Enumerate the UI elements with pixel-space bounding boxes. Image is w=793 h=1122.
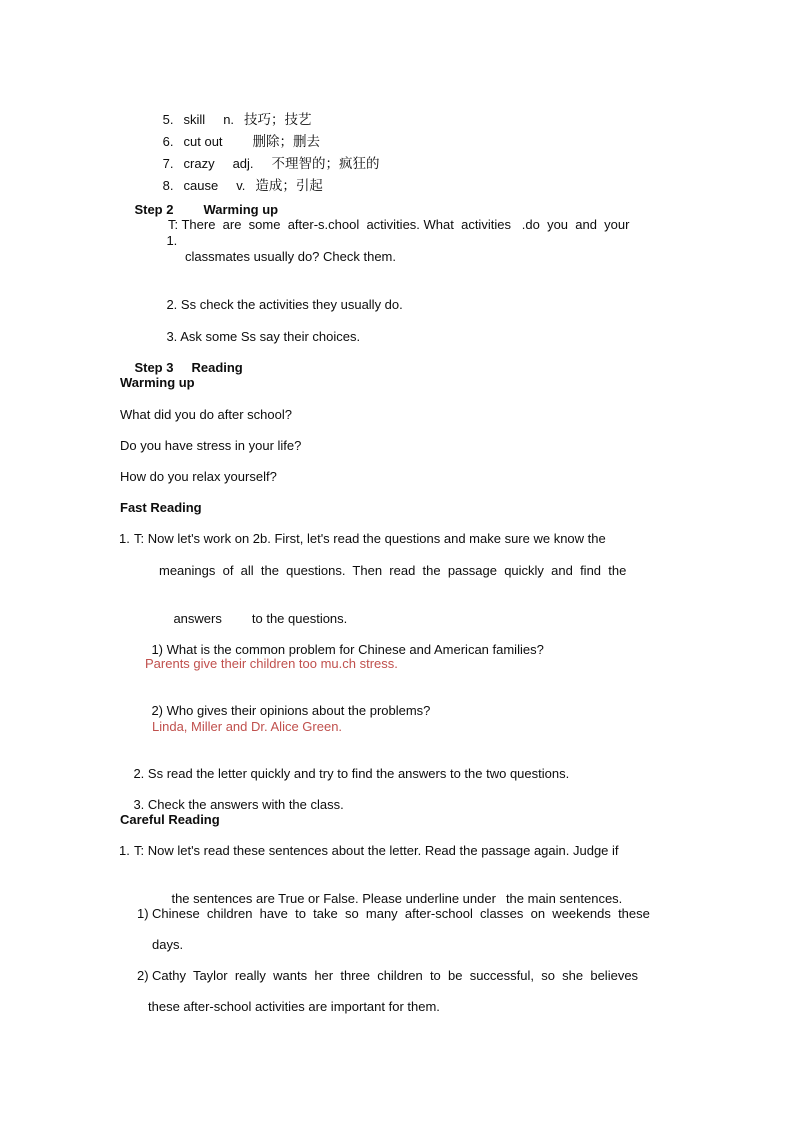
answers-word: answers	[173, 611, 222, 626]
careful-reading-statement-1-line2: days.	[152, 937, 184, 952]
careful-reading-statement-1-number: 1)	[137, 906, 149, 921]
vocab-gloss: 技巧；技艺	[244, 112, 312, 128]
careful-reading-heading: Careful Reading	[120, 812, 220, 827]
fast-reading-heading: Fast Reading	[120, 500, 202, 515]
list-text: Ask some Ss say their choices.	[180, 329, 361, 344]
list-text: Ss read the letter quickly and try to find the answers to the two questions.	[147, 766, 570, 781]
vocab-word: cut out	[183, 134, 223, 149]
careful-reading-statement-2-number: 2)	[137, 968, 149, 983]
step3-title: Reading	[191, 360, 243, 375]
warming-up-question-2: Do you have stress in your life?	[120, 438, 302, 453]
question-text: Who gives their opinions about the problems?	[166, 703, 431, 718]
vocab-number: 7.	[162, 156, 174, 171]
warming-up-question-1: What did you do after school?	[120, 407, 292, 422]
list-number: 3.	[166, 329, 178, 344]
step2-item-1-line2: classmates usually do? Check them.	[185, 249, 396, 264]
careful-reading-statement-2-line1: Cathy Taylor really wants her three children to be successful, so she believes	[152, 968, 639, 983]
vocab-word: crazy	[183, 156, 215, 171]
list-number: 2.	[166, 297, 178, 312]
vocab-gloss: 造成；引起	[255, 178, 323, 194]
list-number: 2)	[151, 703, 164, 718]
vocab-gloss: 删除；删去	[252, 134, 321, 150]
fast-reading-answer-1: Parents give their children too mu.ch stress.	[145, 656, 398, 671]
careful-reading-statement-2-line2: these after-school activities are important for them.	[148, 999, 440, 1014]
fast-reading-item-1-line2: meanings of all the questions. Then read the passage quickly and find the	[159, 563, 627, 578]
warming-up-question-3: How do you relax yourself?	[120, 469, 277, 484]
vocab-pos: adj.	[232, 156, 254, 171]
list-number: 1)	[151, 642, 164, 657]
vocab-gloss: 不理智的；疯狂的	[271, 156, 380, 172]
vocab-pos: v.	[236, 178, 246, 193]
vocab-word: skill	[183, 112, 206, 127]
question-text: What is the common problem for Chinese and American families?	[166, 642, 544, 657]
step2-label: Step 2	[134, 202, 174, 217]
list-text: Ss check the activities they usually do.	[180, 297, 403, 312]
vocab-word: cause	[183, 178, 219, 193]
warming-up-heading: Warming up	[120, 375, 195, 390]
list-number: 3.	[133, 797, 145, 812]
to-the-questions: to the questions.	[251, 611, 348, 626]
vocab-number: 8.	[162, 178, 174, 193]
step3-label: Step 3	[134, 360, 174, 375]
vocab-number: 5.	[162, 112, 174, 127]
list-number: 1.	[166, 233, 178, 248]
fast-reading-item-1-number: 1.	[119, 531, 130, 546]
underline-instruction: the sentences are True or False. Please underline under	[171, 891, 496, 906]
fast-reading-item-1-line1: T: Now let's work on 2b. First, let's read the questions and make sure we know the	[134, 531, 606, 546]
list-text: Check the answers with the class.	[147, 797, 344, 812]
list-number: 2.	[133, 766, 145, 781]
careful-reading-item-1-line1: T: Now let's read these sentences about the letter. Read the passage again. Judge if	[134, 843, 619, 858]
step2-item-1-line1: T: There are some after-s.chool activities. What activities .do you and your	[168, 217, 630, 232]
fast-reading-answer-2: Linda, Miller and Dr. Alice Green.	[152, 719, 343, 734]
vocab-pos: n.	[223, 112, 235, 127]
careful-reading-item-1-number: 1.	[119, 843, 130, 858]
main-sentences-text: the main sentences.	[505, 891, 623, 906]
vocab-number: 6.	[162, 134, 174, 149]
step2-title: Warming up	[203, 202, 279, 217]
careful-reading-statement-1-line1: Chinese children have to take so many after-school classes on weekends these	[152, 906, 650, 921]
